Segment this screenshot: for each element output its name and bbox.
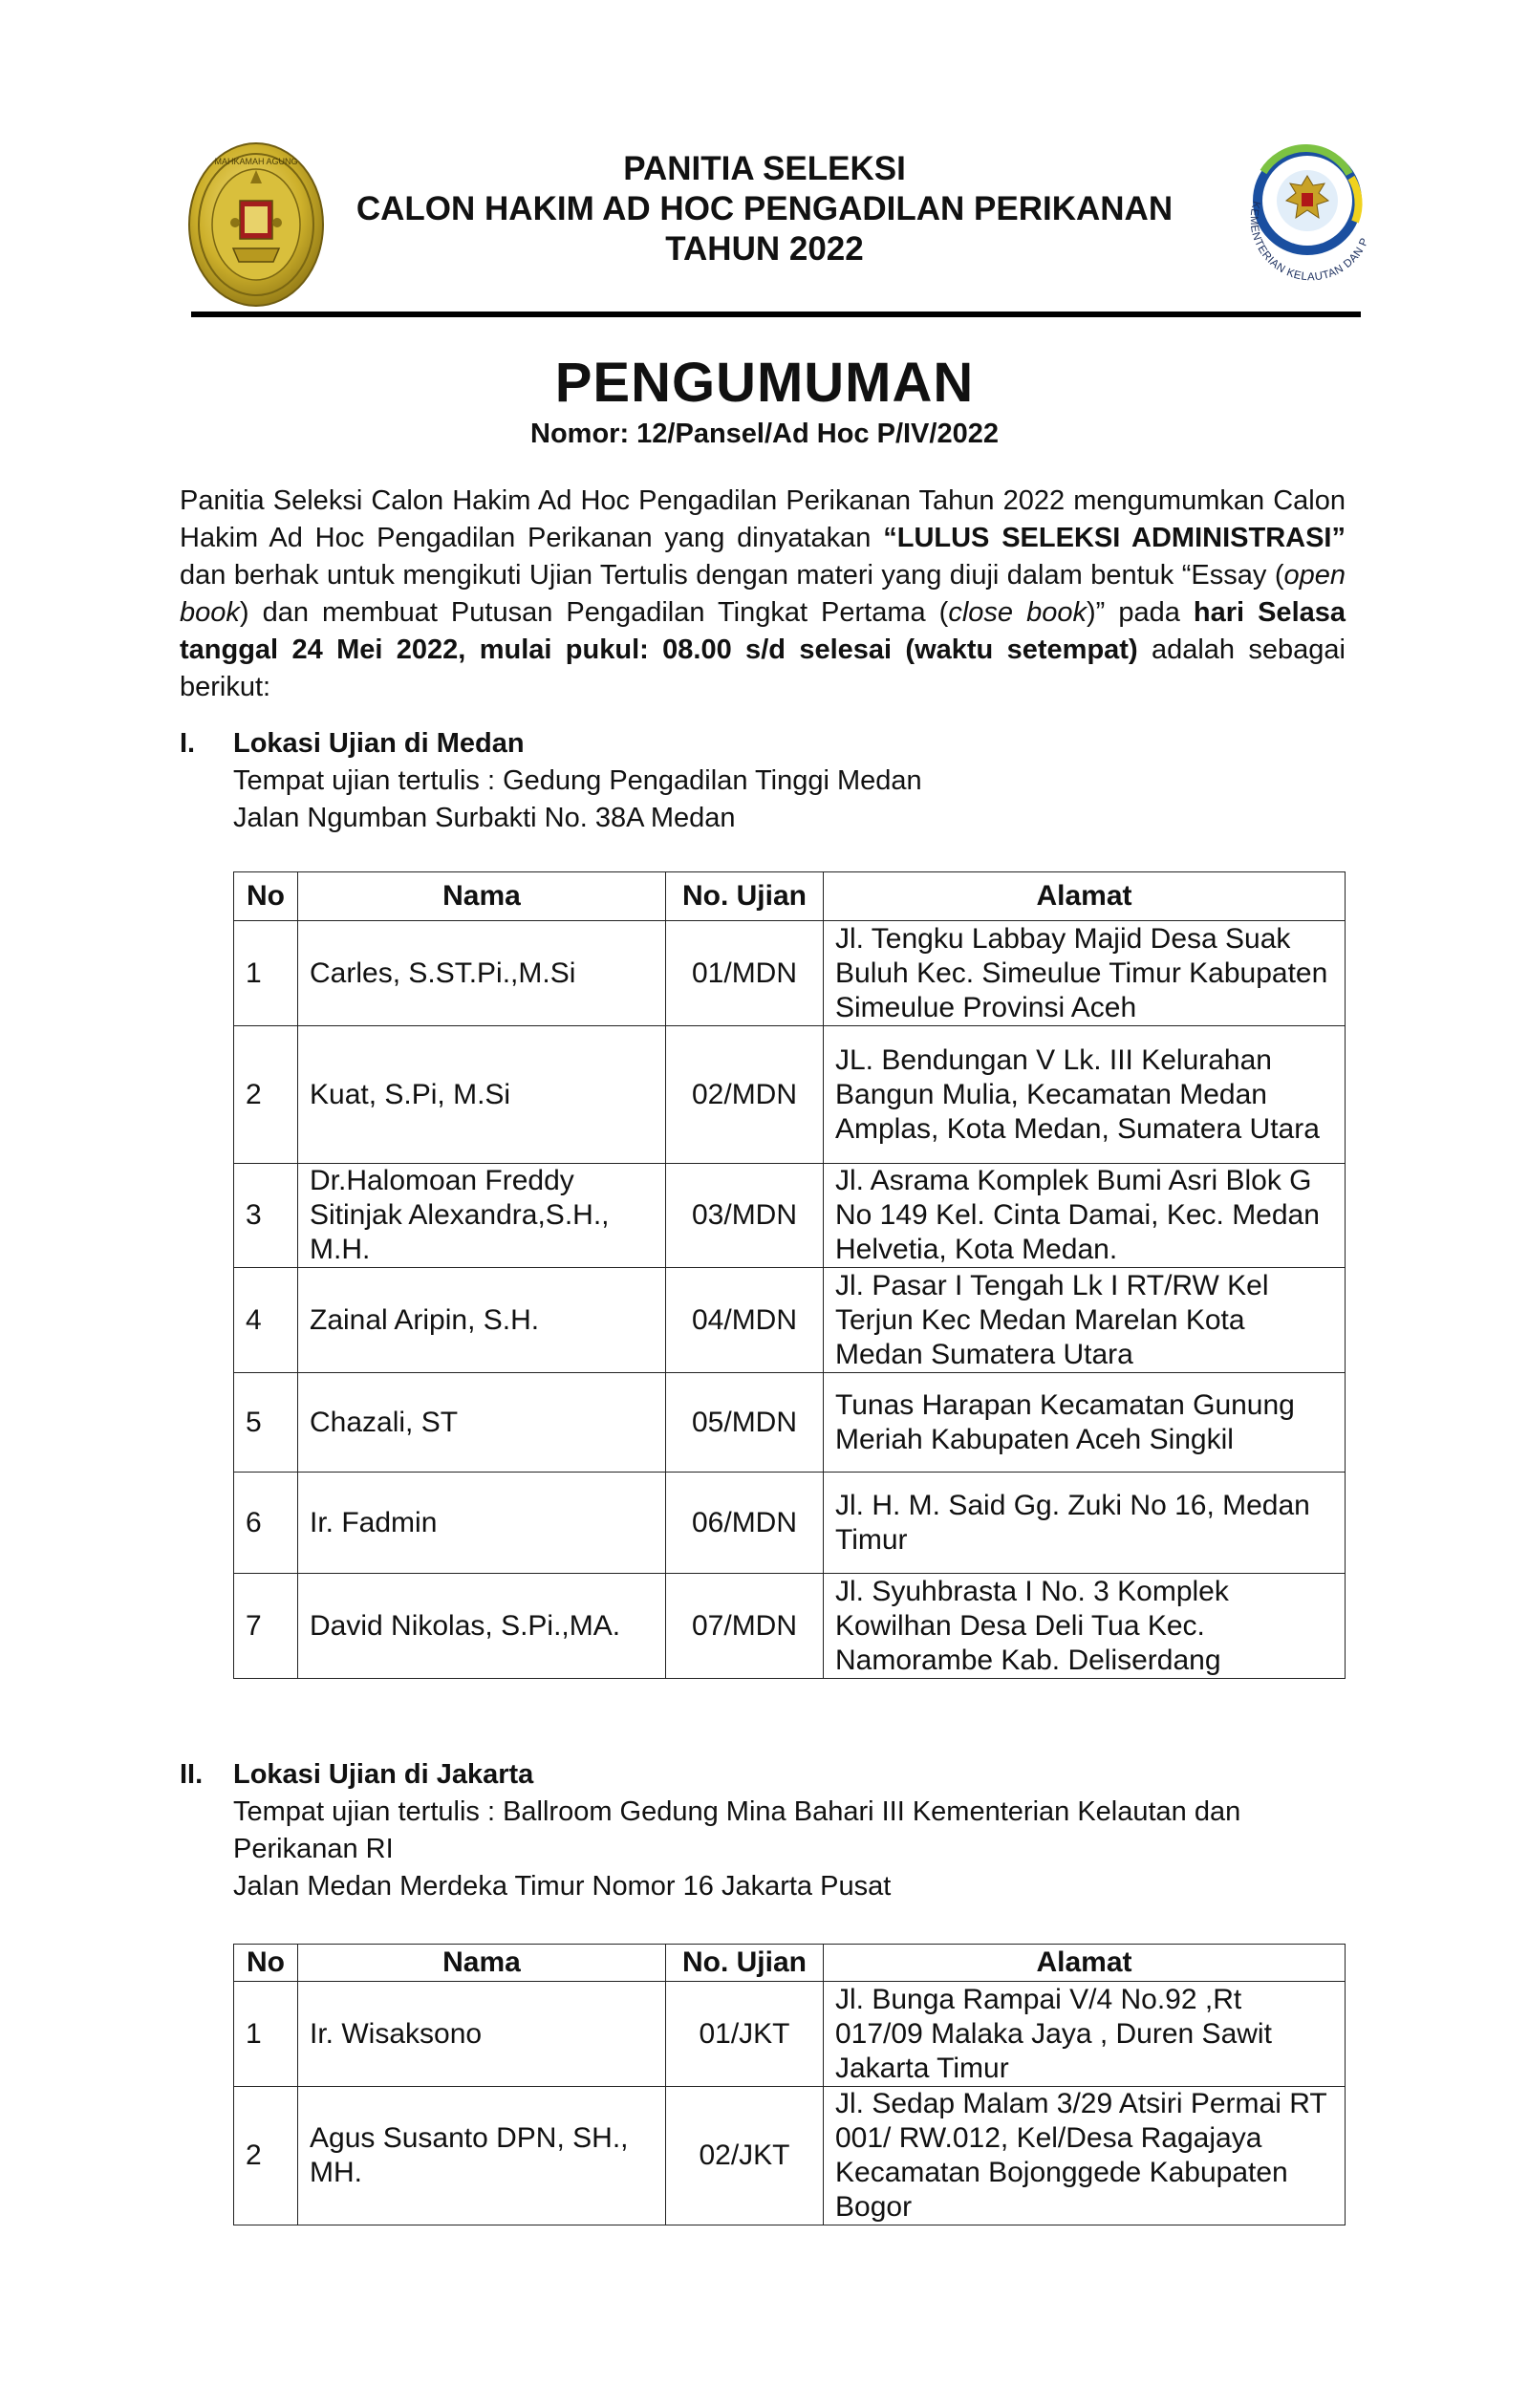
header-rule bbox=[191, 312, 1361, 317]
intro-italic-close-book: close book bbox=[948, 597, 1087, 628]
section-1-number: I. bbox=[180, 728, 196, 759]
cell-no: 1 bbox=[234, 1982, 298, 2087]
cell-no: 6 bbox=[234, 1473, 298, 1574]
table-header-row bbox=[234, 1945, 1346, 1982]
cell-nama: Dr.Halomoan Freddy Sitinjak Alexandra,S.H., M.H. bbox=[298, 1164, 666, 1268]
header-line-1: PANITIA SELEKSI bbox=[623, 150, 906, 187]
cell-ujian: 06/MDN bbox=[666, 1473, 824, 1574]
cell-nama: Ir. Fadmin bbox=[298, 1473, 666, 1574]
table-row bbox=[234, 1574, 1346, 1679]
table-row bbox=[234, 1373, 1346, 1473]
intro-text: Panitia Seleksi Calon Hakim Ad Hoc Pengadilan Perikanan Tahun 2022 mengumumkan Calon Hakim Ad Hoc Pengadilan Perikanan yang dinyatakan bbox=[180, 485, 1346, 553]
cell-nama: Carles, S.ST.Pi.,M.Si bbox=[298, 921, 666, 1026]
cell-no: 4 bbox=[234, 1268, 298, 1373]
intro-text: )” pada bbox=[1086, 597, 1194, 628]
col-header-alamat: Alamat bbox=[824, 872, 1346, 921]
cell-no: 2 bbox=[234, 2087, 298, 2225]
cell-nama: David Nikolas, S.Pi.,MA. bbox=[298, 1574, 666, 1679]
section-1-heading bbox=[180, 725, 525, 763]
section-1-address: Jalan Ngumban Surbakti No. 38A Medan bbox=[233, 803, 736, 833]
cell-ujian: 01/MDN bbox=[666, 921, 824, 1026]
intro-paragraph bbox=[180, 483, 1346, 706]
cell-alamat: Jl. Pasar I Tengah Lk I RT/RW Kel Terjun Kec Medan Marelan Kota Medan Sumatera Utara bbox=[824, 1268, 1346, 1373]
cell-nama: Agus Susanto DPN, SH., MH. bbox=[298, 2087, 666, 2225]
jakarta-participants-table bbox=[233, 1944, 1346, 2225]
table-row bbox=[234, 1473, 1346, 1574]
medan-participants-table bbox=[233, 871, 1346, 1679]
cell-no: 3 bbox=[234, 1164, 298, 1268]
intro-bold-status: “LULUS SELEKSI ADMINISTRASI” bbox=[883, 523, 1346, 553]
section-1-title: Lokasi Ujian di Medan bbox=[233, 728, 525, 759]
table-row bbox=[234, 2087, 1346, 2225]
header-line-3: TAHUN 2022 bbox=[665, 230, 864, 268]
cell-ujian: 02/MDN bbox=[666, 1026, 824, 1164]
cell-no: 5 bbox=[234, 1373, 298, 1473]
col-header-ujian: No. Ujian bbox=[666, 1945, 824, 1982]
cell-ujian: 07/MDN bbox=[666, 1574, 824, 1679]
col-header-ujian: No. Ujian bbox=[666, 872, 824, 921]
section-2-address: Jalan Medan Merdeka Timur Nomor 16 Jakarta Pusat bbox=[233, 1871, 892, 1902]
cell-alamat: Jl. Sedap Malam 3/29 Atsiri Permai RT 001/ RW.012, Kel/Desa Ragajaya Kecamatan Bojonggede Kabupaten Bogor bbox=[824, 2087, 1346, 2225]
left-logo-text: MAHKAMAH AGUNG bbox=[214, 157, 298, 166]
section-1-place: Tempat ujian tertulis : Gedung Pengadilan Tinggi Medan bbox=[233, 765, 922, 796]
cell-ujian: 05/MDN bbox=[666, 1373, 824, 1473]
table-row bbox=[234, 1164, 1346, 1268]
section-2-title: Lokasi Ujian di Jakarta bbox=[233, 1759, 534, 1790]
table-row bbox=[234, 921, 1346, 1026]
intro-text: ) dan membuat Putusan Pengadilan Tingkat Pertama ( bbox=[239, 597, 949, 628]
right-logo-text: KEMENTERIAN KELAUTAN DAN P bbox=[1247, 200, 1371, 284]
cell-ujian: 01/JKT bbox=[666, 1982, 824, 2087]
col-header-no: No bbox=[234, 872, 298, 921]
section-2-number: II. bbox=[180, 1759, 204, 1790]
table-header-row bbox=[234, 872, 1346, 921]
cell-alamat: Jl. Tengku Labbay Majid Desa Suak Buluh Kec. Simeulue Timur Kabupaten Simeulue Provinsi Aceh bbox=[824, 921, 1346, 1026]
col-header-nama: Nama bbox=[298, 1945, 666, 1982]
intro-text: adalah sebagai berikut: bbox=[180, 634, 1346, 702]
intro-text: dan berhak untuk mengikuti Ujian Tertulis dengan materi yang diuji dalam bentuk “Essay ( bbox=[180, 560, 1284, 591]
cell-alamat: JL. Bendungan V Lk. III Kelurahan Bangun Mulia, Kecamatan Medan Amplas, Kota Medan, Sumatera Utara bbox=[824, 1026, 1346, 1164]
cell-alamat: Jl. Asrama Komplek Bumi Asri Blok G No 149 Kel. Cinta Damai, Kec. Medan Helvetia, Kota Medan. bbox=[824, 1164, 1346, 1268]
cell-alamat: Jl. Bunga Rampai V/4 No.92 ,Rt 017/09 Malaka Jaya , Duren Sawit Jakarta Timur bbox=[824, 1982, 1346, 2087]
col-header-nama: Nama bbox=[298, 872, 666, 921]
cell-no: 2 bbox=[234, 1026, 298, 1164]
col-header-alamat: Alamat bbox=[824, 1945, 1346, 1982]
document-number: Nomor: 12/Pansel/Ad Hoc P/IV/2022 bbox=[530, 419, 999, 449]
mahkamah-agung-logo bbox=[187, 141, 325, 308]
cell-no: 7 bbox=[234, 1574, 298, 1679]
cell-nama: Chazali, ST bbox=[298, 1373, 666, 1473]
cell-alamat: Tunas Harapan Kecamatan Gunung Meriah Kabupaten Aceh Singkil bbox=[824, 1373, 1346, 1473]
cell-no: 1 bbox=[234, 921, 298, 1026]
cell-nama: Ir. Wisaksono bbox=[298, 1982, 666, 2087]
header-line-2: CALON HAKIM AD HOC PENGADILAN PERIKANAN bbox=[355, 190, 1174, 227]
table-row bbox=[234, 1982, 1346, 2087]
intro-italic-open-book: open book bbox=[180, 560, 1346, 628]
table-row bbox=[234, 1268, 1346, 1373]
cell-ujian: 02/JKT bbox=[666, 2087, 824, 2225]
cell-alamat: Jl. Syuhbrasta I No. 3 Komplek Kowilhan Desa Deli Tua Kec. Namorambe Kab. Deliserdang bbox=[824, 1574, 1346, 1679]
cell-alamat: Jl. H. M. Said Gg. Zuki No 16, Medan Timur bbox=[824, 1473, 1346, 1574]
document-title: PENGUMUMAN bbox=[554, 352, 975, 414]
cell-ujian: 03/MDN bbox=[666, 1164, 824, 1268]
cell-nama: Kuat, S.Pi, M.Si bbox=[298, 1026, 666, 1164]
section-2-place: Tempat ujian tertulis : Ballroom Gedung Mina Bahari III Kementerian Kelautan dan Perikanan RI bbox=[233, 1796, 1241, 1864]
kkp-logo bbox=[1225, 134, 1395, 304]
cell-nama: Zainal Aripin, S.H. bbox=[298, 1268, 666, 1373]
section-2-heading bbox=[180, 1756, 533, 1794]
intro-bold-schedule: hari Selasa tanggal 24 Mei 2022, mulai pukul: 08.00 s/d selesai (waktu setempat) bbox=[180, 597, 1346, 665]
cell-ujian: 04/MDN bbox=[666, 1268, 824, 1373]
col-header-no: No bbox=[234, 1945, 298, 1982]
table-row bbox=[234, 1026, 1346, 1164]
